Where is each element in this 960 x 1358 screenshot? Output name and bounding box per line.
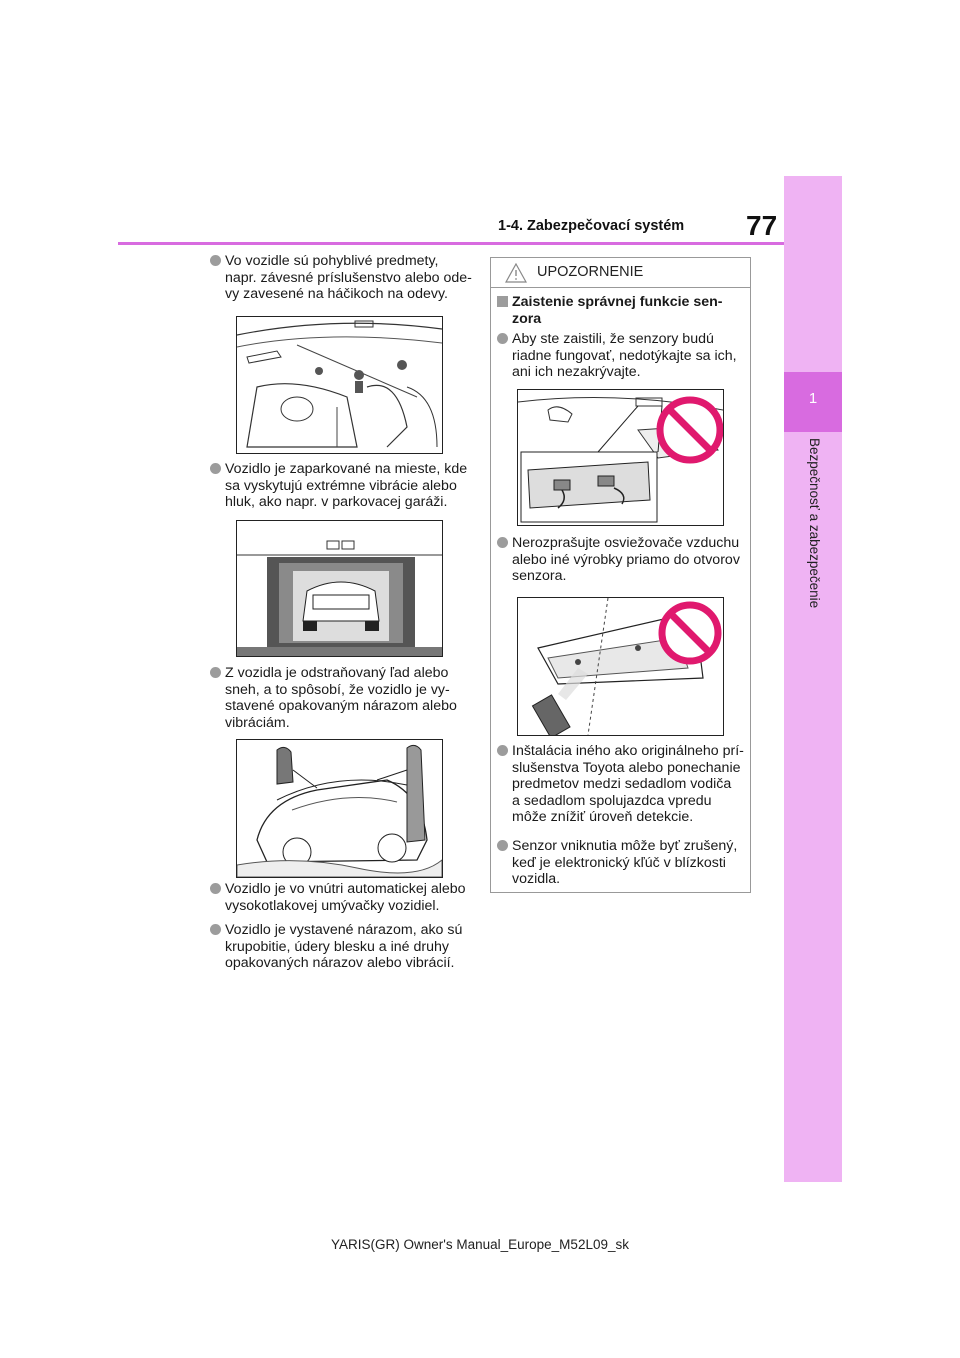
chapter-number: 1 [808, 390, 818, 407]
square-bullet-icon [497, 296, 508, 307]
list-item-text: Vozidlo je vo vnútri automatickej alebo vysokotlakovej umývačky vozidiel. [225, 881, 466, 914]
figure-snow-removal [236, 739, 443, 878]
bullet-icon [497, 840, 508, 851]
bullet-icon [210, 667, 221, 678]
bullet-icon [210, 463, 221, 474]
bullet-icon [497, 745, 508, 756]
caution-header-divider [490, 287, 750, 288]
side-tab-strip [784, 176, 842, 1182]
bullet-icon [210, 255, 221, 266]
bullet-icon [497, 537, 508, 548]
section-title: 1-4. Zabezpečovací systém [498, 218, 685, 234]
bullet-icon [210, 924, 221, 935]
list-item-text: Senzor vniknutia môže byť zrušený, keď je elektronický kľúč v blízkosti vozidla. [512, 838, 738, 887]
list-item-text: Z vozidla je odstraňovaný ľad alebo sneh, a to spôsobí, že vozidlo je vy- stavené opakovaným nárazom alebo vibráciám. [225, 665, 457, 731]
figure-car-interior [236, 316, 443, 454]
list-item-text: Aby ste zaistili, že senzory budú riadne fungovať, nedotýkajte sa ich, ani ich nezakrývajte. [512, 331, 737, 380]
list-item-text: Inštalácia iného ako originálneho prí- slušenstva Toyota alebo ponechanie predmetov medzi sedadlom vodiča a sedadlom spolujazdca vpredu môže znížiť úroveň detekcie. [512, 743, 744, 825]
bullet-icon [497, 333, 508, 344]
caution-heading-text: Zaistenie správnej funkcie sen- zora [512, 294, 723, 327]
chapter-title: Bezpečnosť a zabezpečenie [807, 438, 822, 609]
page-number: 77 [746, 210, 778, 241]
caution-title: UPOZORNENIE [537, 264, 644, 280]
warning-icon [505, 263, 527, 283]
list-item-text: Vozidlo je zaparkované na mieste, kde sa vyskytujú extrémne vibrácie alebo hluk, ako napr. v parkovacej garáži. [225, 461, 468, 510]
list-item-text: Nerozprašujte osviežovače vzduchu alebo iné výrobky priamo do otvorov senzora. [512, 535, 740, 584]
footer-text: YARIS(GR) Owner's Manual_Europe_M52L09_sk [331, 1237, 629, 1252]
bullet-icon [210, 883, 221, 894]
header-rule [118, 242, 784, 245]
list-item-text: Vo vozidle sú pohyblivé predmety, napr. závesné príslušenstvo alebo ode- vy zavesené na háčikoch na odevy. [225, 253, 472, 302]
figure-parking-garage [236, 520, 443, 657]
figure-spray-prohibited [517, 597, 724, 736]
list-item-text: Vozidlo je vystavené nárazom, ako sú krupobitie, údery blesku a iné druhy opakovaných nárazov alebo vibrácií. [225, 922, 463, 971]
figure-sensor-touch-prohibited [517, 389, 724, 526]
